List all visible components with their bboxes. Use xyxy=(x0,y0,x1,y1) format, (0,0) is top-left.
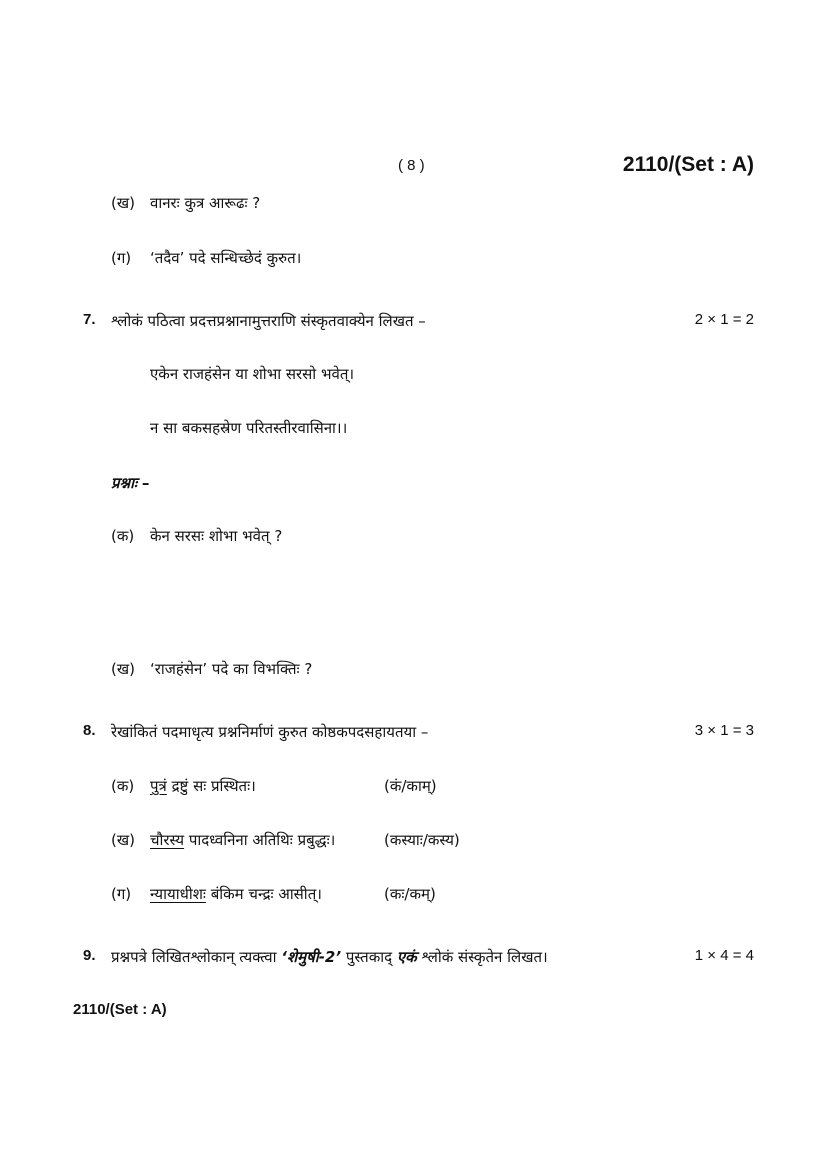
q7-marks: 2 × 1 = 2 xyxy=(694,311,754,328)
q9-text-middle: पुस्तकाद् xyxy=(341,948,397,966)
q6-item-text: ‘तदैव’ पदे सन्धिच्छेदं कुरुत। xyxy=(150,249,302,267)
paper-code: 2110/(Set : A) xyxy=(622,153,754,176)
sentence-rest: बंकिम चन्द्रः आसीत्। xyxy=(205,885,322,903)
q8-item-options: (कः/कम्) xyxy=(384,885,436,903)
q8-item-options: (कं/काम्) xyxy=(384,777,437,795)
q8-item-options: (कस्याः/कस्य) xyxy=(384,831,460,849)
q9-text-before: प्रश्नपत्रे लिखितश्लोकान् त्यक्त्वा xyxy=(111,948,282,966)
q8-item-label: (क) xyxy=(111,777,135,795)
q6-item-text: वानरः कुत्र आरूढः ? xyxy=(150,194,261,212)
q8-item-label: (ख) xyxy=(111,831,135,849)
q9-marks: 1 × 4 = 4 xyxy=(694,947,754,964)
q7-question-text: ‘राजहंसेन’ पदे का विभक्तिः ? xyxy=(150,660,313,678)
q8-item-label: (ग) xyxy=(111,885,132,903)
sentence-rest: पादध्वनिना अतिथिः प्रबुद्धः। xyxy=(184,831,336,849)
page-number: ( 8 ) xyxy=(398,157,425,174)
q9-emphasis: एकं xyxy=(396,948,417,966)
questions-heading xyxy=(111,473,149,493)
sentence-rest: द्रष्टुं सः प्रस्थितः। xyxy=(166,777,256,795)
q9-book-name: ‘शेमुषी-2’ xyxy=(281,948,342,966)
verse-line-1: एकेन राजहंसेन या शोभा सरसो भवेत्। xyxy=(150,365,355,383)
underlined-word: चौरस्य xyxy=(150,831,185,849)
q8-item-sentence xyxy=(150,776,256,796)
q8-marks: 3 × 1 = 3 xyxy=(694,722,754,739)
q7-instruction: श्लोकं पठित्वा प्रदत्तप्रश्नानामुत्तराणि संस्कृतवाक्येन लिखत – xyxy=(111,312,426,330)
q7-question-text: केन सरसः शोभा भवेत् ? xyxy=(150,527,283,545)
q8-item-sentence xyxy=(150,830,335,850)
q9-text-after: श्लोकं संस्कृतेन लिखत। xyxy=(416,948,548,966)
q9-number: 9. xyxy=(83,947,96,964)
questions-heading-dash: – xyxy=(141,474,150,492)
q7-question-label: (क) xyxy=(111,527,135,545)
q9-instruction xyxy=(111,947,548,967)
verse-line-2: न सा बकसहस्रेण परितस्तीरवासिना।। xyxy=(150,419,348,437)
q8-instruction: रेखांकितं पदमाधृत्य प्रश्ननिर्माणं कुरुत कोष्ठकपदसहायतया – xyxy=(111,723,429,741)
footer-paper-code: 2110/(Set : A) xyxy=(73,1001,167,1018)
q6-item-label: (ख) xyxy=(111,194,135,212)
q6-item-label: (ग) xyxy=(111,249,132,267)
underlined-word: न्यायाधीशः xyxy=(150,885,206,903)
q7-question-label: (ख) xyxy=(111,660,135,678)
q8-number: 8. xyxy=(83,722,96,739)
questions-heading-text: प्रश्नाः xyxy=(111,474,138,492)
q8-item-sentence xyxy=(150,884,322,904)
q7-number: 7. xyxy=(83,311,96,328)
underlined-word: पुत्रं xyxy=(150,777,167,795)
